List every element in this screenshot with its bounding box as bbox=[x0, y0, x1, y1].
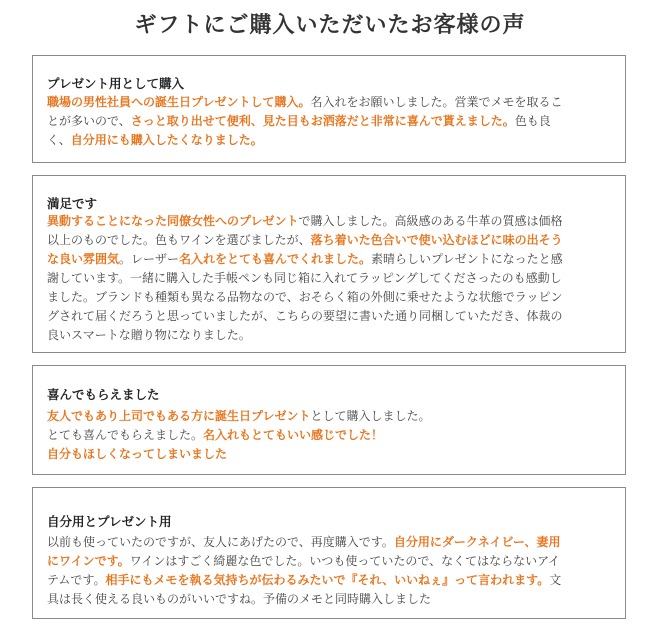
review-card-1 bbox=[32, 55, 626, 163]
highlighted-text: 自分用にダークネイビー、妻用 bbox=[393, 535, 561, 549]
review-text: 謝しています。一緒に購入した手帳ペンも同じ箱に入れてラッピングしてくださったのも感動し bbox=[47, 271, 562, 285]
review-title: 自分用とプレゼント用 bbox=[47, 514, 172, 529]
review-text-line bbox=[47, 131, 613, 150]
highlighted-text: 友人でもあり上司でもある方に誕生日プレゼント bbox=[47, 409, 311, 423]
review-text-line bbox=[47, 307, 613, 326]
review-body bbox=[47, 407, 613, 464]
highlighted-text: 名入れもとてもいい感じでした！ bbox=[203, 428, 384, 442]
review-text-line bbox=[47, 445, 613, 464]
review-text: 以前も使っていたのですが、友人にあげたので、再度購入です。 bbox=[47, 535, 394, 549]
highlighted-text: 自分もほしくなってしまいました bbox=[47, 447, 228, 461]
review-text: ました。ブランドも種類も異なる品物なので、おそらく箱の外側に乗せたような状態でラッピン bbox=[47, 290, 563, 304]
review-title: 喜んでもらえました bbox=[47, 387, 160, 402]
review-card-4 bbox=[32, 487, 626, 619]
highlighted-text: 落ち着いた色合いで使い込むほどに味の出そう bbox=[310, 233, 563, 247]
review-text: として購入しました。 bbox=[310, 409, 431, 423]
review-card-3 bbox=[32, 365, 626, 475]
review-text-line bbox=[47, 533, 613, 552]
review-text-line bbox=[47, 231, 613, 250]
review-card-2 bbox=[32, 175, 626, 353]
review-text: 具は長く使える良いものがいいですね。予備のメモと同時購入しました bbox=[47, 592, 432, 606]
review-text: グされて届くだろうと思っていましたが、こちらの要望に書いた通り同梱していただき、体裁の bbox=[47, 309, 563, 323]
highlighted-text: な良い雰囲気 bbox=[47, 252, 120, 266]
review-text: テムです。 bbox=[47, 573, 106, 587]
review-text-line bbox=[47, 590, 613, 609]
review-text: 色も良 bbox=[514, 114, 551, 128]
review-text-line bbox=[47, 426, 613, 445]
highlighted-text: 職場の男性社員への誕生日プレゼントして購入。 bbox=[47, 95, 311, 109]
review-body bbox=[47, 212, 613, 345]
highlighted-text: 名入れをとても喜んでくれました。 bbox=[179, 252, 372, 266]
review-text: ワインはすごく綺麗な色でした。いつも使っていたので、なくてはならないアイ bbox=[129, 554, 561, 568]
review-text: 素晴らしいプレゼントになったと感 bbox=[371, 252, 563, 266]
review-text: で購入しました。高級感のある牛革の質感は価格 bbox=[298, 214, 563, 228]
page-title: ギフトにご購入いただいたお客様の声 bbox=[134, 13, 526, 38]
review-text-line bbox=[47, 250, 613, 269]
review-text: 文 bbox=[549, 573, 562, 587]
review-text-line bbox=[47, 112, 613, 131]
review-text: とても喜んでもらえました。 bbox=[47, 428, 204, 442]
highlighted-text: 相手にもメモを執る気持ちが伝わるみたいで『それ、いいねぇ』って言われます。 bbox=[105, 573, 550, 587]
review-text: 以上のものでした。色もワインを選びましたが、 bbox=[47, 233, 311, 247]
review-text: く、 bbox=[47, 133, 71, 147]
highlighted-text: にワインです。 bbox=[47, 554, 130, 568]
review-text: とが多いので、 bbox=[47, 114, 131, 128]
review-text-line bbox=[47, 93, 613, 112]
review-text-line bbox=[47, 326, 613, 345]
review-text: 。レーザー bbox=[119, 252, 180, 266]
highlighted-text: さっと取り出せて便利、見た目もお洒落だと非常に喜んで貰えました。 bbox=[130, 114, 515, 128]
review-text-line bbox=[47, 552, 613, 571]
review-text-line bbox=[47, 212, 613, 231]
review-text-line bbox=[47, 571, 613, 590]
review-text-line bbox=[47, 288, 613, 307]
review-title: プレゼント用として購入 bbox=[47, 76, 185, 91]
review-text-line bbox=[47, 269, 613, 288]
highlighted-text: 異動することになった同僚女性へのプレゼント bbox=[47, 214, 299, 228]
review-title: 満足です bbox=[47, 196, 98, 211]
review-body bbox=[47, 93, 613, 150]
review-text: 名入れをお願いしました。営業でメモを取るこ bbox=[310, 95, 563, 109]
review-text-line bbox=[47, 407, 613, 426]
review-body bbox=[47, 533, 613, 609]
highlighted-text: 自分用にも購入したくなりました。 bbox=[70, 133, 263, 147]
review-text: 良いスマートな贈り物になりました。 bbox=[47, 328, 251, 342]
